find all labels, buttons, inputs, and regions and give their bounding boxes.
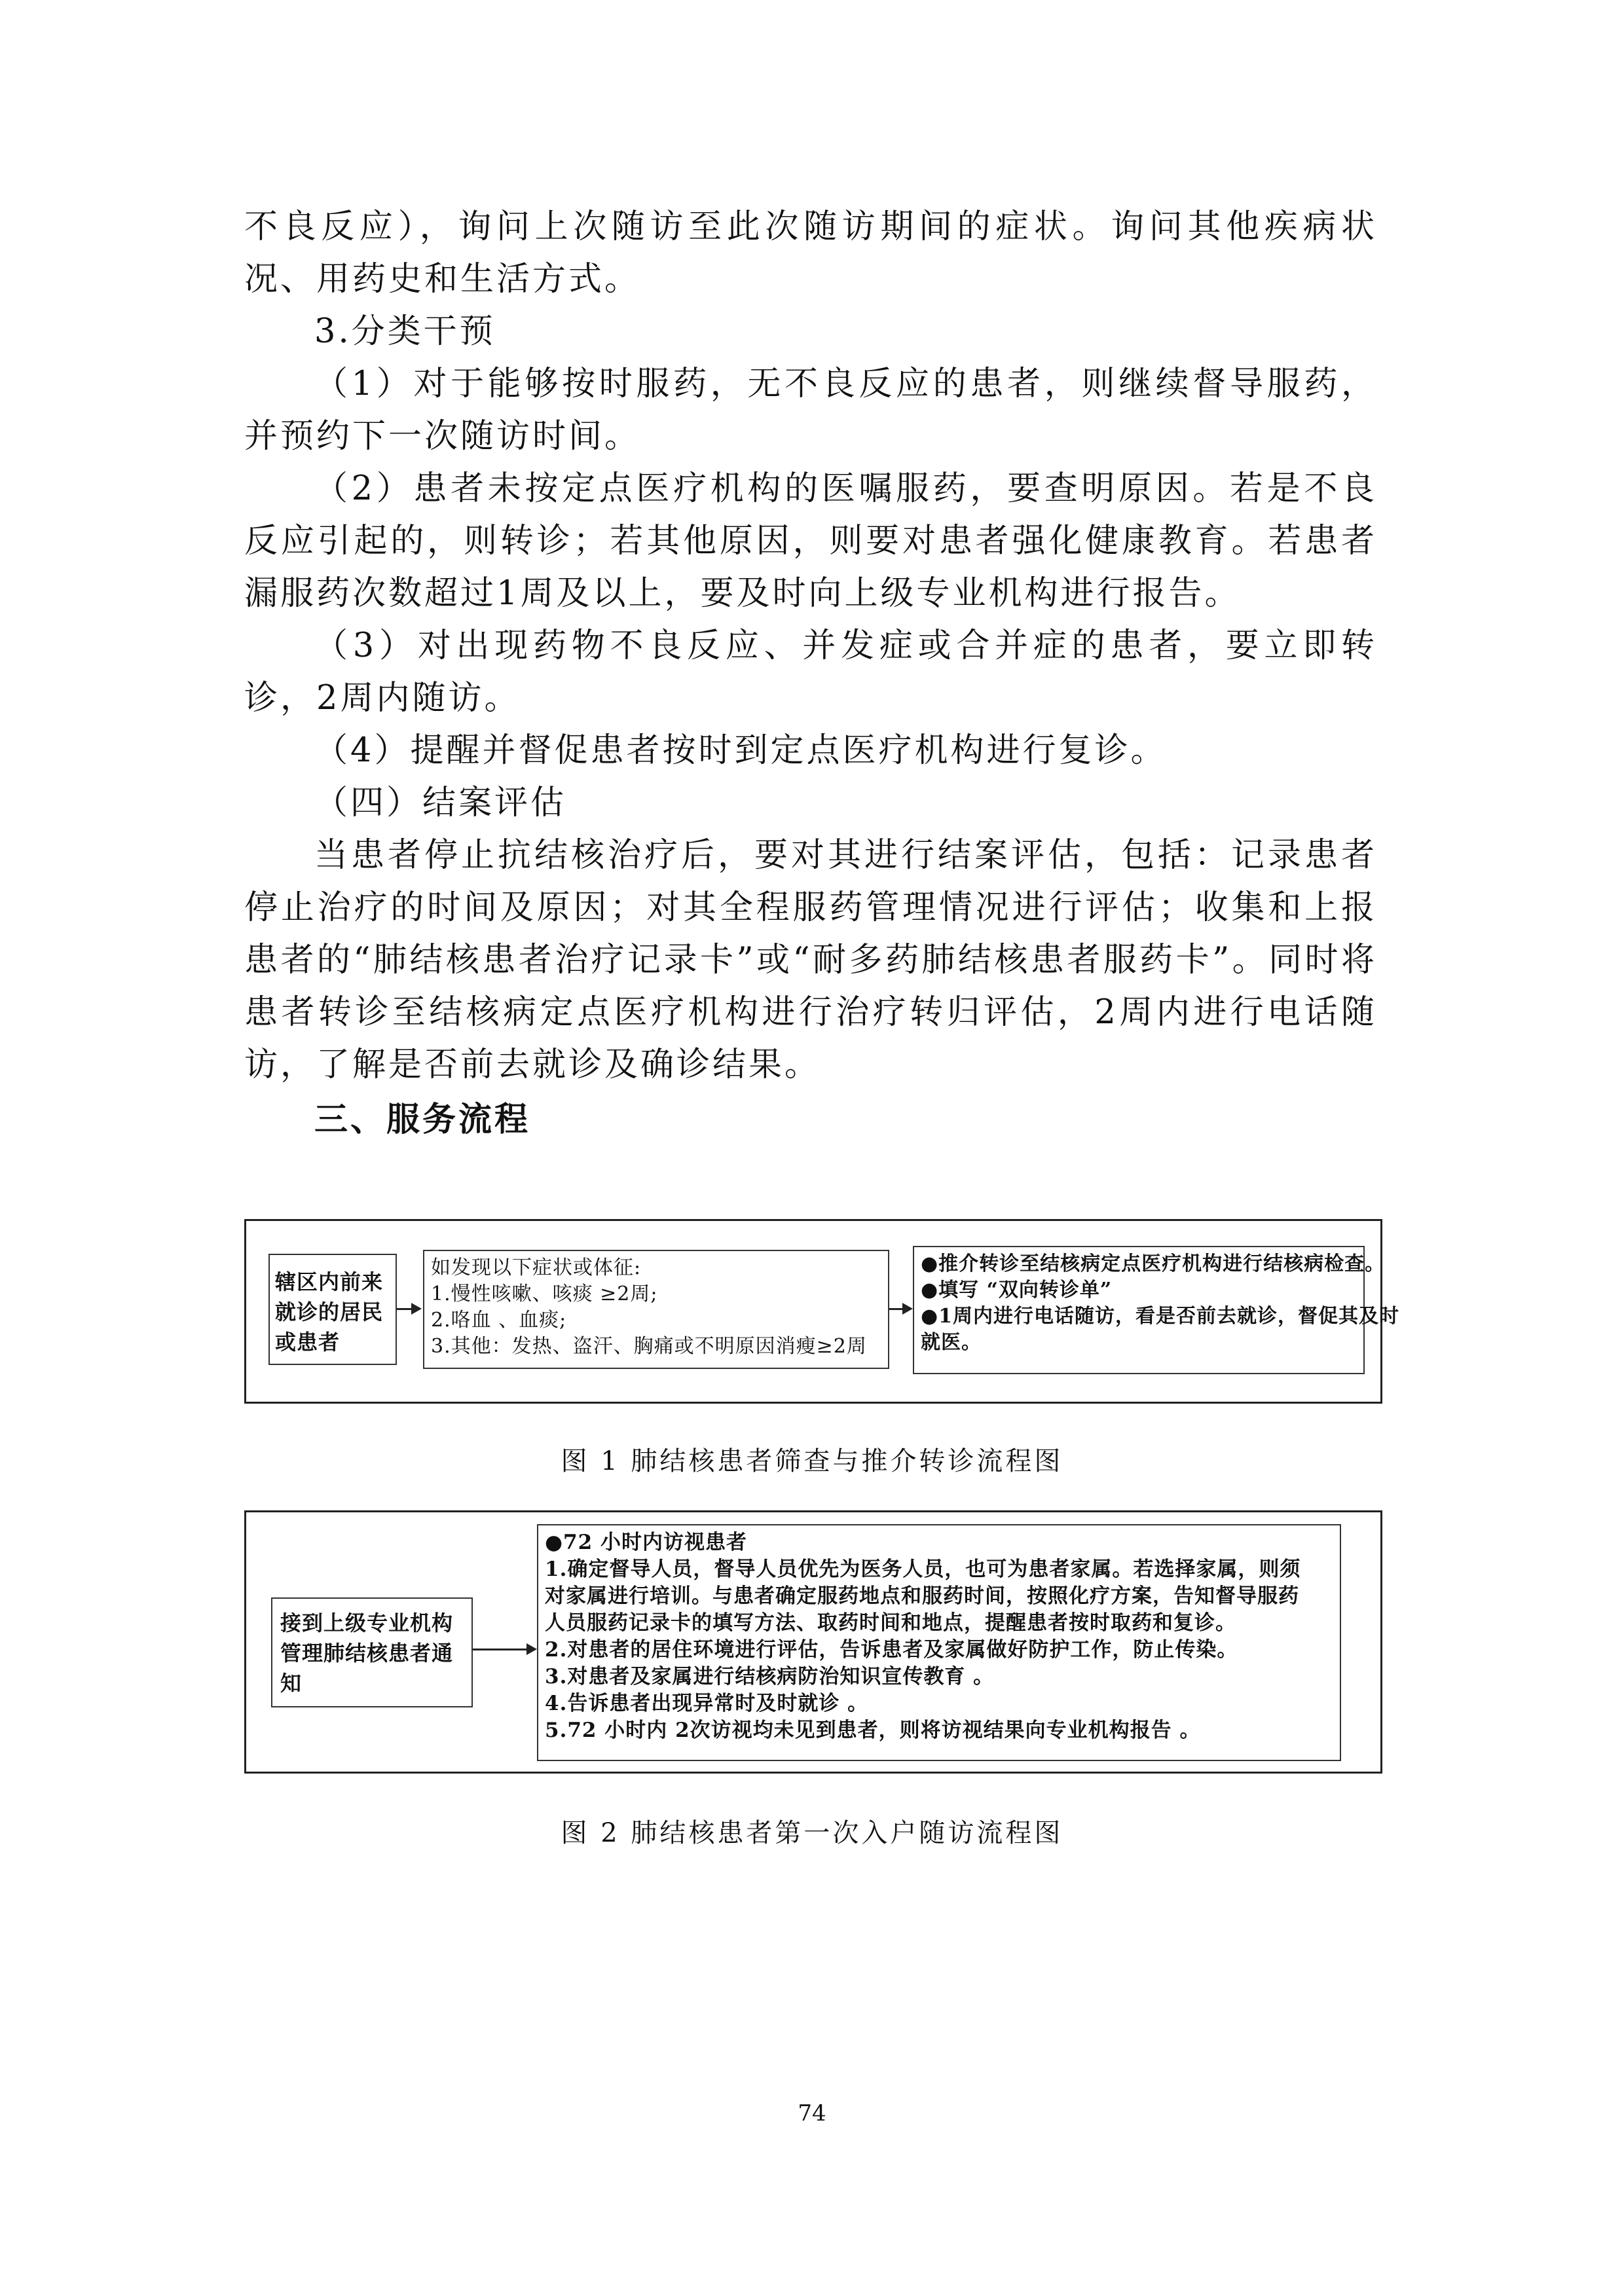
figure-1-caption: 图 1 肺结核患者筛查与推介转诊流程图 [561,1446,1063,1476]
fig2-arrow-head [526,1643,537,1655]
fig1-arrow-1-head [411,1303,422,1315]
fig1-arrow-2-head [902,1303,913,1315]
page-number: 74 [798,2100,826,2126]
fig2-notice-box: 接到上级专业机构 管理肺结核患者通 知 [271,1597,473,1707]
paragraph-continued: 不良反应），询问上次随访至此次随访期间的症状。询问其他疾病状况、用药史和生活方式。 [244,208,1377,299]
fig1-arrow-1-line [397,1308,413,1310]
paragraph-item-1: （1）对于能够按时服药，无不良反应的患者，则继续督导服药，并预约下一次随访时间。 [244,365,1377,456]
fig1-referral-box: ●推介转诊至结核病定点医疗机构进行结核病检查。 ●填写 “双向转诊单” ●1周内进行电话随访，看是否前去就诊，督促其及时 就医。 [913,1246,1365,1374]
paragraph-subheading-4: （四）结案评估 [314,784,567,822]
paragraph-closing-evaluation: 当患者停止抗结核治疗后，要对其进行结案评估，包括：记录患者停止治疗的时间及原因；对其全程服药管理情况进行评估；收集和上报患者的“肺结核患者治疗记录卡”或“耐多药肺结核患者服药卡”。同时将患者转诊至结核病定点医疗机构进行治疗转归评估，2周内进行电话随访，了解是否前去就诊及确诊结果。 [244,836,1377,1084]
fig1-arrow-2-line [889,1308,904,1310]
paragraph-subheading-3: 3.分类干预 [314,312,496,351]
section-heading: 三、服务流程 [314,1101,531,1139]
figure-2-caption: 图 2 肺结核患者第一次入户随访流程图 [561,1818,1063,1848]
body-text [244,201,1377,1146]
figure-1-flowchart [244,1219,1400,1404]
figure-2-flowchart [244,1510,1382,1774]
fig1-symptom-box: 如发现以下症状或体征: 1.慢性咳嗽、咳痰 ≥2周; 2.咯血 、血痰; 3.其他：发热、盗汗、胸痛或不明原因消瘦≥2周 [423,1250,889,1369]
paragraph-item-3: （3）对出现药物不良反应、并发症或合并症的患者，要立即转诊，2周内随访。 [244,627,1377,718]
fig2-visit-steps-box: ●72 小时内访视患者 1.确定督导人员，督导人员优先为医务人员，也可为患者家属。若选择家属，则须 对家属进行培训。与患者确定服药地点和服药时间，按照化疗方案，告知督导服药 人员服药记录卡的填写方法、取药时间和地点，提醒患者按时取药和复诊。 2.对患者的居住环境进行评估，告诉患者及家属做好防护工作，防止传染。 3.对患者及家属进行结核病防治知识宣传教育 。 4.告诉患者出现异常时及时就诊 。 5.72 小时内 2次访视均未见到患者，则将访视结果向专业机构报告 。 [537,1524,1341,1761]
paragraph-item-4: （4）提醒并督促患者按时到定点医疗机构进行复诊。 [314,731,1167,770]
fig2-arrow-line [473,1649,528,1650]
paragraph-item-2: （2）患者未按定点医疗机构的医嘱服药，要查明原因。若是不良反应引起的，则转诊；若其他原因，则要对患者强化健康教育。若患者漏服药次数超过1周及以上，要及时向上级专业机构进行报告。 [244,469,1377,613]
fig1-resident-box: 辖区内前来 就诊的居民 或患者 [268,1254,397,1365]
